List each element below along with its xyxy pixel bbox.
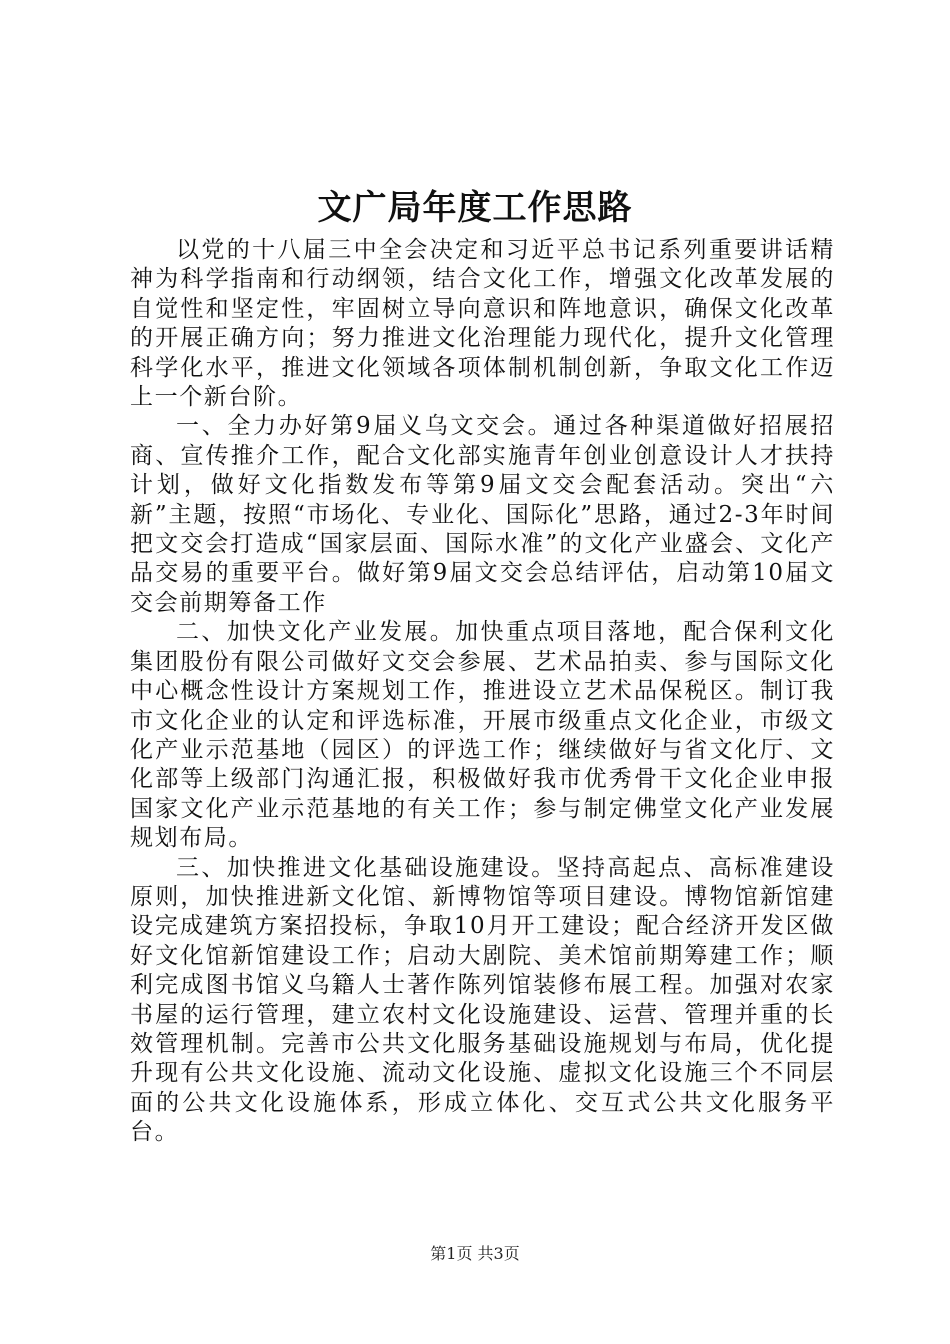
paragraph-section-2: 二、加快文化产业发展。加快重点项目落地，配合保利文化集团股份有限公司做好文交会参展、艺术品拍卖、参与国际文化中心概念性设计方案规划工作，推进设立艺术品保税区。制订我市文化企业的认定和评选标准，开展市级重点文化企业，市级文化产业示范基地（园区）的评选工作；继续做好与省文化厅、文化部等上级部门沟通汇报，积极做好我市优秀骨干文化企业申报国家文化产业示范基地的有关工作；参与制定佛堂文化产业发展规划布局。	[130, 619, 835, 852]
document-title: 文广局年度工作思路	[317, 188, 633, 228]
document-body	[130, 236, 835, 1148]
paragraph-section-3: 三、加快推进文化基础设施建设。坚持高起点、高标准建设原则，加快推进新文化馆、新博物馆等项目建设。博物馆新馆建设完成建筑方案招投标，争取10月开工建设；配合经济开发区做好文化馆新馆建设工作；启动大剧院、美术馆前期筹建工作；顺利完成图书馆义乌籍人士著作陈列馆装修布展工程。加强对农家书屋的运行管理，建立农村文化设施建设、运营、管理并重的长效管理机制。完善市公共文化服务基础设施规划与布局，优化提升现有公共文化设施、流动文化设施、虚拟文化设施三个不同层面的公共文化设施体系，形成立体化、交互式公共文化服务平台。	[130, 854, 835, 1146]
paragraph-section-1: 一、全力办好第9届义乌文交会。通过各种渠道做好招展招商、宣传推介工作，配合文化部实施青年创业创意设计人才扶持计划，做好文化指数发布等第9届文交会配套活动。突出“六新”主题，按照“市场化、专业化、国际化”思路，通过2-3年时间把文交会打造成“国家层面、国际水准”的文化产业盛会、文化产品交易的重要平台。做好第9届文交会总结评估，启动第10届文交会前期筹备工作	[130, 413, 835, 616]
page-number-footer: 第1页 共3页	[430, 1244, 520, 1263]
paragraph-intro: 以党的十八届三中全会决定和习近平总书记系列重要讲话精神为科学指南和行动纲领，结合文化工作，增强文化改革发展的自觉性和坚定性，牢固树立导向意识和阵地意识，确保文化改革的开展正确方向；努力推进文化治理能力现代化，提升文化管理科学化水平，推进文化领域各项体制机制创新，争取文化工作迈上一个新台阶。	[130, 237, 835, 411]
